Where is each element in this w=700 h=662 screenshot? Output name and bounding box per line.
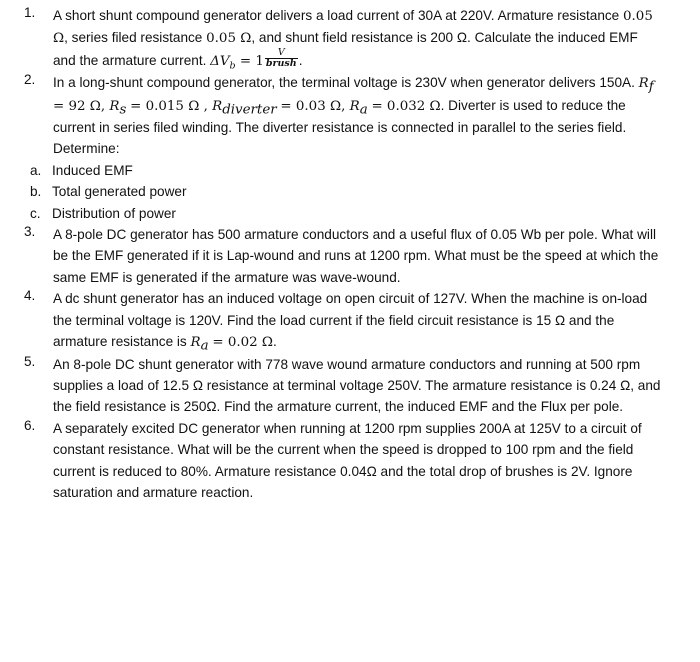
problem-number: 2. [24, 72, 36, 88]
problem-list [0, 5, 700, 503]
problem-number: 1. [24, 5, 36, 20]
sub-question-list [0, 160, 700, 224]
problem-number: 6. [24, 417, 36, 433]
problem-text: In a long-shunt compound generator, the terminal voltage is 230V when generator delivers 150A. $R_f = 92$ Ω, $R_s = 0.015$ Ω , $R_{diverter} = 0.03$ Ω, $R_a = 0.032$ Ω. Diverter is used to reduce the current in series filed winding. The diverter resistance is connected in parallel to the series field. Determine: [53, 75, 654, 157]
sub-question: a. Induced EMF [30, 162, 133, 178]
problem-sheet [0, 5, 700, 662]
problem-4 [0, 288, 700, 353]
problem-text: A short shunt compound generator delivers a load current of 30A at 220V. Armature resistance 0.05 Ω, series filed resistance 0.05 Ω, and shunt field resistance is 200 Ω. Calculate the induced EMF and the armature current. $\Delta V_b = 1$ $\frac{V}{\text{brush}}$ . [53, 8, 653, 72]
problem-number: 4. [24, 288, 36, 304]
sub-question: b. Total generated power [30, 184, 187, 200]
problem-text: A 8-pole DC generator has 500 armature conductors and a useful flux of 0.05 Wb per pole. What will be the EMF generated if it is Lap-wound and runs at 1200 rpm. What must be the speed at which the same EMF is generated if the armature was wave-wound. [53, 227, 659, 285]
voltage-drop-formula: $\Delta V_b = 1$ $\frac{V}{\text{brush}}$ [210, 47, 297, 72]
problem-text: A dc shunt generator has an induced voltage on open circuit of 127V. When the machine is on-load the terminal voltage is 120V. Find the load current if the field circuit resistance is 15 Ω and the armature resistance is $R_a = 0.02$ Ω. [53, 291, 648, 354]
problem-5 [0, 354, 700, 418]
problem-3 [0, 224, 700, 288]
problem-1 [0, 5, 700, 72]
fraction: $\frac{V}{\text{brush}}$ [265, 47, 297, 70]
problem-number: 3. [24, 224, 36, 240]
problem-text: A separately excited DC generator when running at 1200 rpm supplies 200A at 125V to a circuit of constant resistance. What will be the current when the speed is dropped to 100 rpm and the field current is reduced to 80%. Armature resistance 0.04Ω and the total drop of brushes is 2V. Ignore saturation and armature reaction. [53, 420, 642, 500]
problem-2 [0, 72, 700, 224]
problem-number: 5. [24, 353, 36, 369]
problem-6 [0, 418, 700, 504]
problem-text: An 8-pole DC shunt generator with 778 wave wound armature conductors and running at 500 rpm supplies a load of 12.5 Ω resistance at terminal voltage 250V. The armature resistance is 0.24 Ω, and the field resistance is 250Ω. Find the armature current, the induced EMF and the Flux per pole. [53, 356, 661, 415]
sub-question: c. Distribution of power [30, 205, 176, 221]
